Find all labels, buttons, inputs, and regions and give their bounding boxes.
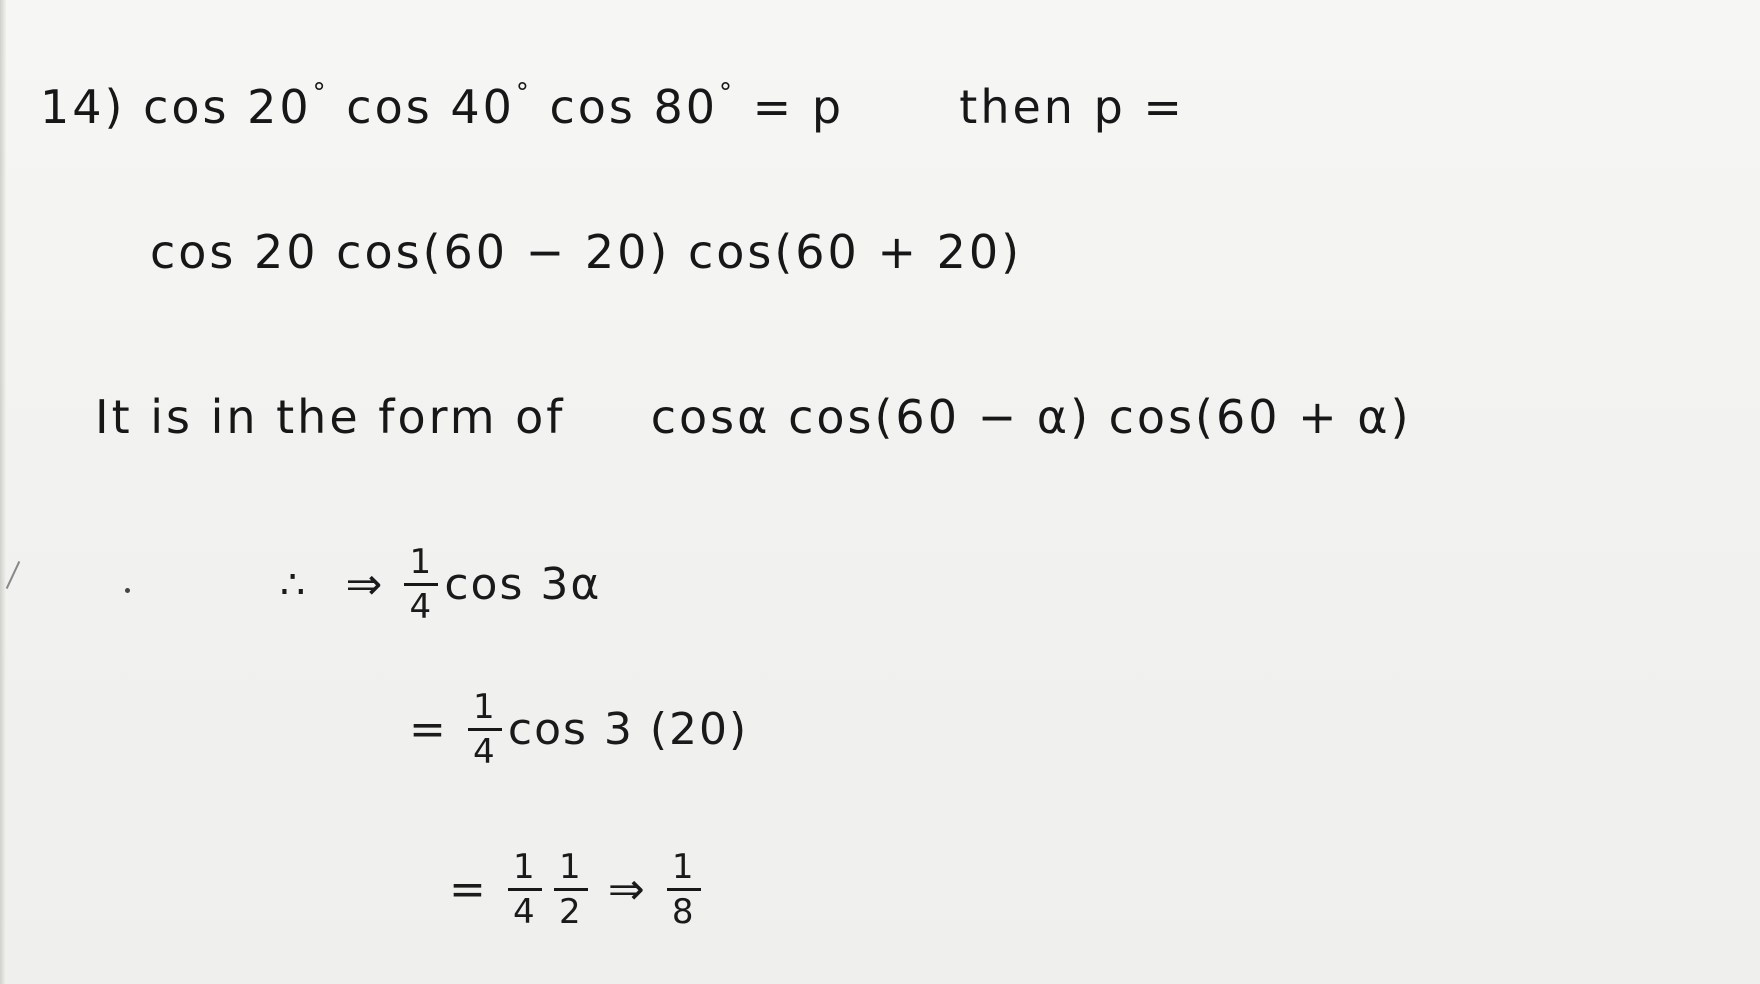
then-p: then p = bbox=[959, 80, 1185, 134]
equals-symbol: = bbox=[409, 704, 448, 755]
expansion-line: cos 20 cos(60 − 20) cos(60 + 20) bbox=[150, 225, 1023, 279]
fraction-one-quarter: $\frac{1}{4}$ bbox=[404, 545, 438, 624]
step-quarter-cos60 bbox=[395, 687, 749, 772]
degree-mark: ° bbox=[312, 78, 329, 108]
implies-symbol: ⇒ bbox=[607, 864, 647, 915]
step-result bbox=[435, 847, 707, 932]
term-cos20: cos 20 bbox=[143, 80, 312, 134]
pen-dot bbox=[125, 588, 130, 593]
implies-symbol: ⇒ bbox=[345, 559, 385, 610]
paper-edge bbox=[0, 0, 6, 984]
form-expression: cosα cos(60 − α) cos(60 + α) bbox=[650, 390, 1412, 444]
fraction-one-eighth: $\frac{1}{8}$ bbox=[667, 850, 701, 929]
term-cos80: cos 80 bbox=[549, 80, 719, 134]
fraction-one-half: $\frac{1}{2}$ bbox=[554, 850, 588, 929]
problem-statement bbox=[40, 80, 1185, 134]
fraction-one-quarter: $\frac{1}{4}$ bbox=[508, 850, 542, 929]
term-cos40: cos 40 bbox=[346, 80, 515, 134]
degree-mark: ° bbox=[719, 78, 736, 108]
equals-symbol: = bbox=[449, 864, 488, 915]
therefore-symbol: ∴ bbox=[280, 561, 308, 608]
cos-3alpha: cos 3α bbox=[444, 559, 602, 610]
form-line bbox=[95, 390, 1412, 444]
form-intro: It is in the form of bbox=[95, 390, 566, 444]
pen-mark bbox=[6, 561, 20, 589]
fraction-one-quarter: $\frac{1}{4}$ bbox=[468, 690, 502, 769]
cos-3-20: cos 3 (20) bbox=[507, 704, 749, 755]
equals-p: = p bbox=[752, 80, 845, 134]
problem-number: 14) bbox=[40, 80, 126, 134]
step-quarter-cos3a bbox=[280, 542, 602, 627]
degree-mark: ° bbox=[515, 78, 532, 108]
